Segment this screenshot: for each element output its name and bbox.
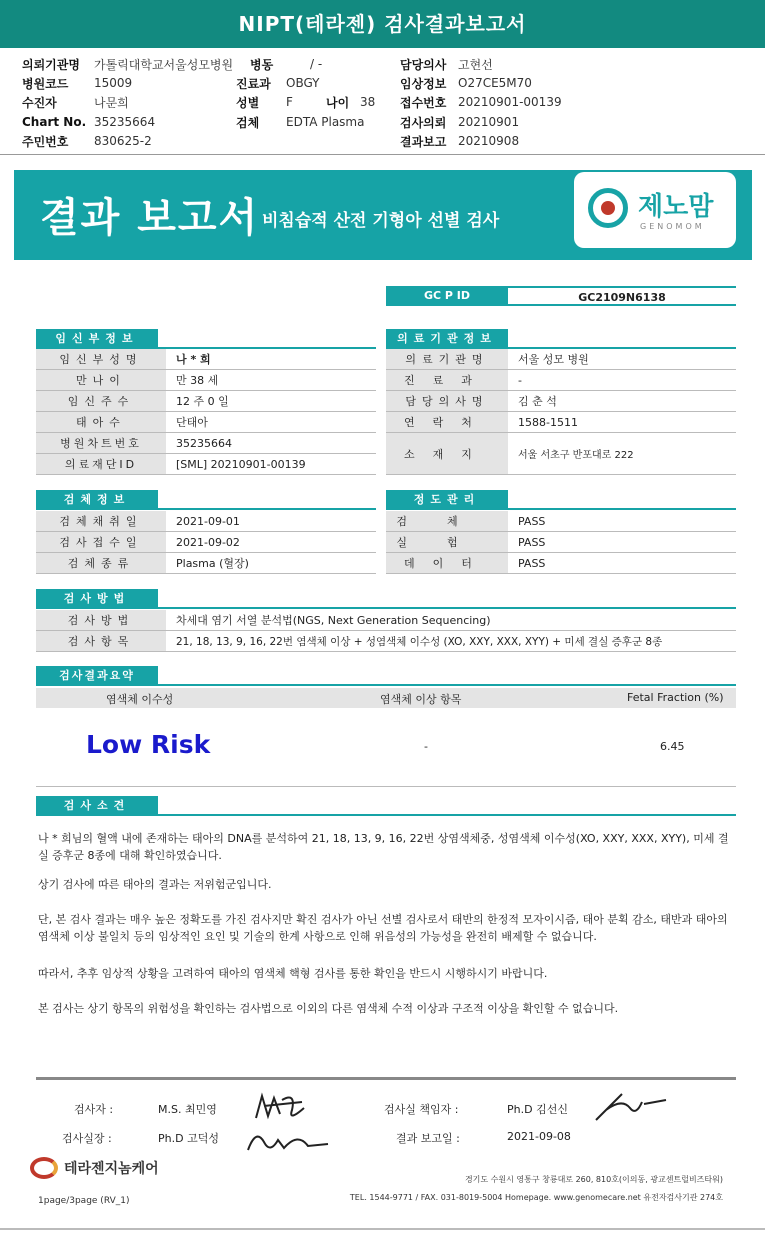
lab-resp-signature [592, 1088, 672, 1126]
hospital-code-row [22, 74, 132, 92]
row-value: 2021-09-02 [176, 535, 240, 549]
pregnant-table [36, 349, 376, 477]
row-key: 소재지 [386, 433, 508, 474]
doctor-value: 고현선 [458, 57, 493, 72]
clinical-info-label: 임상정보 [400, 76, 447, 91]
row-key: 검체종류 [36, 553, 166, 573]
opinion-paragraph-5: 본 검사는 상기 항목의 위험성을 확인하는 검사법으로 이외의 다른 염색체 수적 이상과 구조적 이상을 확인할 수 없습니다. [38, 1002, 619, 1015]
row-value: [SML] 20210901-00139 [176, 457, 306, 471]
table-row [36, 412, 376, 433]
abnormal-item-value: - [424, 740, 428, 753]
clinical-info-value: O27CE5M70 [458, 76, 532, 90]
method-table [36, 610, 736, 652]
table-row [36, 610, 736, 631]
ward-row [250, 55, 322, 73]
table-row [36, 511, 376, 532]
patient-row [22, 93, 129, 111]
specimen-type-value: EDTA Plasma [286, 115, 365, 129]
doctor-label: 담당의사 [400, 57, 447, 72]
table-row [386, 433, 736, 475]
row-value: 21, 18, 13, 9, 16, 22번 염색체 이상 + 성염색체 이수성 (XO, XXY, XXX, XYY) + 미세 결실 증후군 8종 [176, 635, 663, 648]
logo-en: GENOMOM [640, 222, 705, 231]
lab-head-value: Ph.D 고덕성 [158, 1132, 219, 1145]
table-row [36, 349, 376, 370]
footer-address: 경기도 수원시 영통구 창룡대로 260, 810호(이의동, 광교센트럴비즈타워) [464, 1175, 723, 1184]
ward-label: 병동 [250, 57, 274, 72]
brand-name: 테라젠지놈케어 [64, 1161, 159, 1177]
row-value: - [518, 373, 522, 387]
qc-section-title: 정도관리 [386, 490, 508, 510]
table-row [386, 370, 736, 391]
row-value: 서울 서초구 반포대로 222 [518, 450, 634, 461]
specimen-type-row [236, 113, 364, 131]
summary-col-aneuploidy: 염색체 이수성 [106, 693, 174, 706]
table-row [386, 391, 736, 412]
table-row [36, 631, 736, 652]
qc-table [386, 511, 736, 575]
dept-row [236, 74, 320, 92]
row-value: 서울 성모 병원 [518, 353, 589, 366]
summary-section-bar [36, 684, 736, 686]
clinical-info-row [400, 74, 532, 92]
row-key: 검체채취일 [36, 511, 166, 531]
table-row [386, 511, 736, 532]
logo-name: 제노맘 [638, 192, 714, 222]
chart-row [22, 113, 155, 131]
summary-section-title: 검사결과요약 [36, 666, 158, 686]
row-key: 태아수 [36, 412, 166, 432]
header-divider [0, 154, 765, 155]
summary-header [36, 688, 736, 708]
terragen-logo-icon [30, 1157, 58, 1179]
table-row [36, 370, 376, 391]
fetal-fraction-value: 6.45 [660, 740, 685, 753]
age-label: 나이 [326, 95, 350, 110]
institution-section-title: 의료기관정보 [386, 329, 508, 349]
report-value: 20210908 [458, 134, 520, 148]
specimen-type-label: 검체 [236, 115, 260, 130]
gcpid-label: GC P ID [386, 286, 508, 306]
banner-subtitle: 비침습적 산전 기형아 선별 검사 [262, 211, 500, 231]
row-key: 검사접수일 [36, 532, 166, 552]
row-value: 1588-1511 [518, 415, 578, 429]
chart-value: 35235664 [94, 115, 156, 129]
row-value: 35235664 [176, 436, 232, 450]
row-key: 연락처 [386, 412, 508, 432]
report-date-label: 결과 보고일 : [396, 1132, 460, 1145]
specimen-table [36, 511, 376, 575]
opinion-paragraph-2: 상기 검사에 따른 태아의 결과는 저위험군입니다. [38, 878, 272, 891]
header-info [22, 52, 742, 152]
row-key: 임신주수 [36, 391, 166, 411]
row-value: 2021-09-01 [176, 514, 240, 528]
request-value: 20210901 [458, 115, 520, 129]
row-key: 임신부성명 [36, 349, 166, 369]
patient-value: 나문희 [94, 95, 129, 110]
row-key: 검사방법 [36, 610, 166, 630]
footer-contact: TEL. 1544-9771 / FAX. 031-8019-5004 Homepage. www.genomecare.net 유전자검사기관 274호 [349, 1193, 723, 1202]
rrn-value: 830625-2 [94, 134, 152, 148]
method-section-title: 검사방법 [36, 589, 158, 609]
table-row [386, 412, 736, 433]
table-row [386, 532, 736, 553]
rrn-label: 주민번호 [22, 134, 69, 149]
request-label: 검사의뢰 [400, 115, 447, 130]
summary-col-abnormal-items: 염색체 이상 항목 [380, 693, 462, 706]
lab-head-signature [242, 1122, 332, 1158]
banner-title: 결과 보고서 [40, 195, 260, 241]
institution-row [22, 55, 233, 73]
lab-head-label: 검사실장 : [62, 1132, 112, 1145]
row-value: 차세대 염기 서열 분석법(NGS, Next Generation Sequencing) [176, 614, 491, 627]
table-row [386, 553, 736, 574]
summary-col-fetal-fraction: Fetal Fraction (%) [627, 691, 724, 704]
specimen-section-bar [36, 508, 376, 510]
institution-value: 가톨릭대학교서울성모병원 [94, 57, 234, 72]
terragen-logo [30, 1157, 159, 1179]
bottom-line [0, 1228, 765, 1230]
row-value: 단태아 [176, 416, 208, 429]
row-key: 데이터 [386, 553, 508, 573]
page-number: 1page/3page (RV_1) [38, 1196, 130, 1206]
sex-label: 성별 [236, 95, 260, 110]
row-key: 병원차트번호 [36, 433, 166, 453]
table-row [36, 454, 376, 475]
row-key: 의료기관명 [386, 349, 508, 369]
row-key: 검체 [386, 511, 508, 531]
row-key: 만나이 [36, 370, 166, 390]
doctor-row [400, 55, 493, 73]
row-value: Plasma (혈장) [176, 557, 249, 570]
row-key: 실험 [386, 532, 508, 552]
row-value: 나 * 희 [176, 353, 211, 366]
hospital-code-value: 15009 [94, 76, 133, 90]
sex-value: F [286, 95, 293, 109]
patient-label: 수진자 [22, 95, 57, 110]
ward-value: / - [310, 57, 323, 71]
receipt-value: 20210901-00139 [458, 95, 562, 109]
report-label: 결과보고 [400, 134, 447, 149]
opinion-paragraph-4: 따라서, 추후 임상적 상황을 고려하여 태아의 염색체 핵형 검사를 통한 확인을 반드시 시행하시기 바랍니다. [38, 967, 548, 980]
lab-resp-label: 검사실 책임자 : [384, 1103, 459, 1116]
row-key: 진료과 [386, 370, 508, 390]
hospital-code-label: 병원코드 [22, 76, 69, 91]
institution-table [386, 349, 736, 477]
sex-row [236, 93, 375, 111]
document-title: NIPT(테라젠) 검사결과보고서 [0, 0, 765, 48]
row-key: 의료재단ID [36, 454, 166, 474]
genomom-logo-icon [588, 188, 628, 228]
row-value: 12 주 0 일 [176, 395, 229, 408]
summary-bottom-line [36, 786, 736, 787]
row-value: PASS [518, 514, 546, 528]
pregnant-section-title: 임신부정보 [36, 329, 158, 349]
opinion-paragraph-3: 단, 본 검사 결과는 매우 높은 정확도를 가진 검사지만 확진 검사가 아닌 선별 검사로서 태반의 한정적 모자이시즘, 태아 분획 감소, 태반과 태아의 염색체 이상 불일치 등의 임상적인 요인 및 기술의 한계 사항으로 인해 위음성의 가능성을 완전히 배제할 수 없습니다. [38, 913, 728, 943]
qc-section-bar [386, 508, 736, 510]
table-row [36, 433, 376, 454]
lab-resp-value: Ph.D 김선신 [507, 1103, 568, 1116]
age-value: 38 [360, 95, 376, 109]
table-row [36, 553, 376, 574]
tester-label: 검사자 : [74, 1103, 114, 1116]
opinion-section-title: 검사소견 [36, 796, 158, 816]
row-key: 검사항목 [36, 631, 166, 651]
row-value: PASS [518, 556, 546, 570]
report-banner [14, 170, 752, 260]
table-row [36, 532, 376, 553]
institution-label: 의뢰기관명 [22, 57, 80, 72]
opinion-paragraph-1: 나 * 희님의 혈액 내에 존재하는 태아의 DNA를 분석하여 21, 18, 13, 9, 16, 22번 상염색체중, 성염색체 이수성(XO, XXY, XXX, XYY), 미세 결실 증후군 8종에 대해 확인하였습니다. [38, 832, 729, 862]
table-row [386, 349, 736, 370]
specimen-section-title: 검체정보 [36, 490, 158, 510]
genomom-logo [574, 172, 736, 248]
gcpid-value: GC2109N6138 [508, 286, 736, 306]
dept-value: OBGY [286, 76, 320, 90]
opinion-section-bar [36, 814, 736, 816]
method-section-bar [36, 607, 736, 609]
receipt-label: 접수번호 [400, 95, 447, 110]
dept-label: 진료과 [236, 76, 271, 91]
request-row [400, 113, 519, 131]
receipt-row [400, 93, 562, 111]
chart-label: Chart No. [22, 115, 87, 129]
tester-value: M.S. 최민영 [158, 1103, 217, 1116]
row-value: 김 춘 석 [518, 395, 557, 408]
row-value: 만 38 세 [176, 374, 219, 387]
result-low-risk: Low Risk [86, 730, 211, 759]
report-row [400, 132, 519, 150]
rrn-row [22, 132, 152, 150]
table-row [36, 391, 376, 412]
row-value: PASS [518, 535, 546, 549]
footer-divider [36, 1077, 736, 1080]
row-key: 담당의사명 [386, 391, 508, 411]
report-date-value: 2021-09-08 [507, 1130, 571, 1143]
